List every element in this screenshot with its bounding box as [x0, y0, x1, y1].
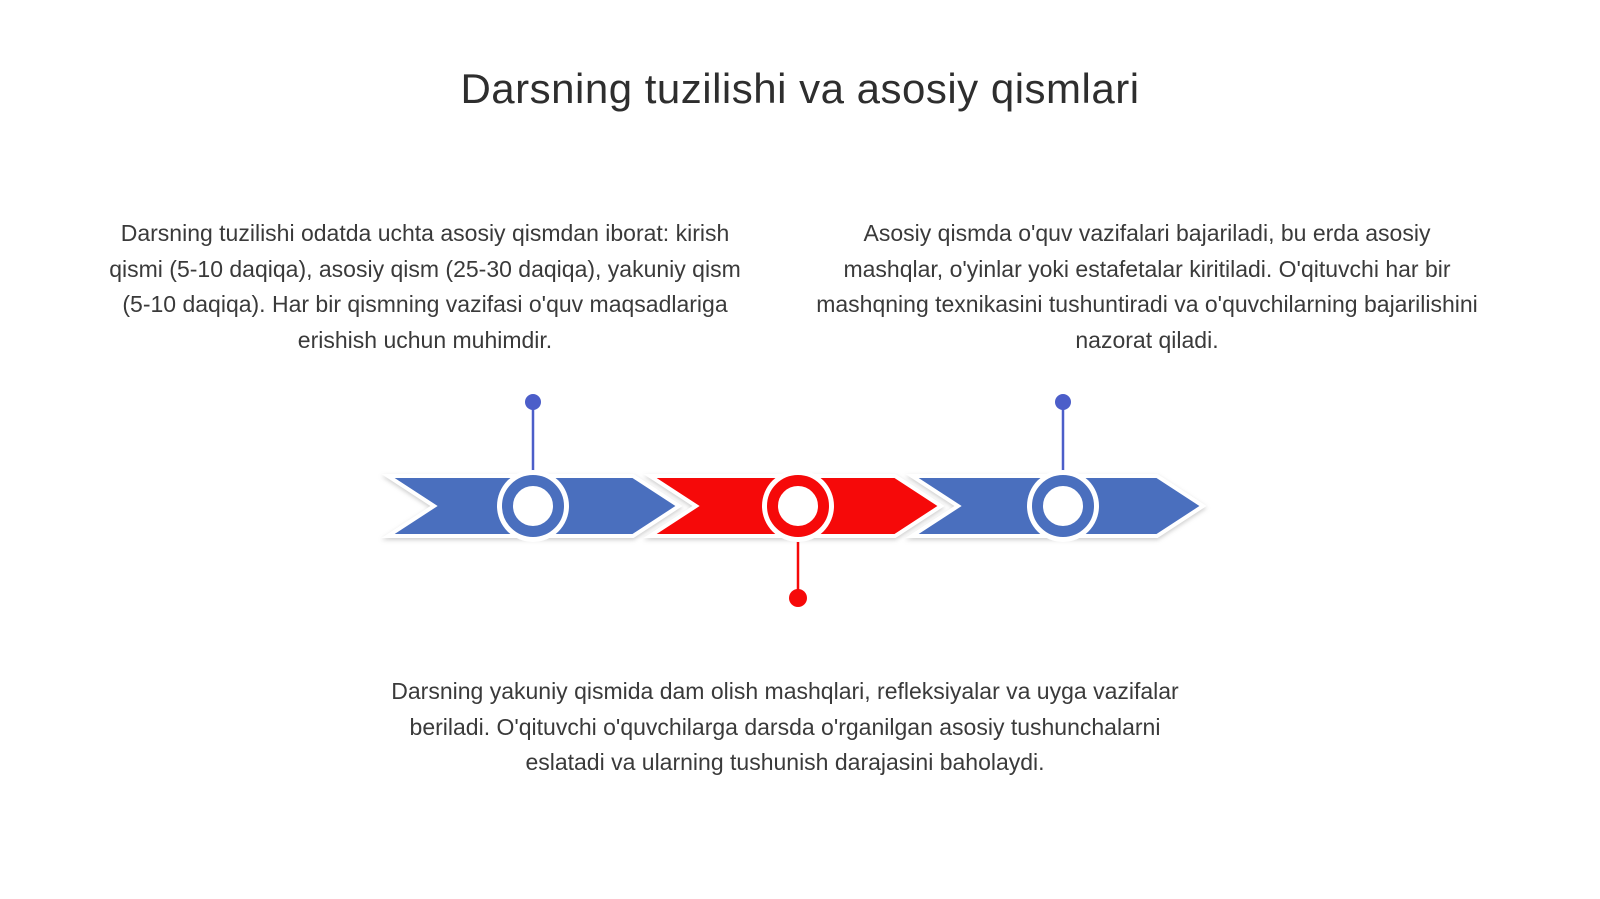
- callout-dot-step3: [1055, 394, 1071, 410]
- slide-title: Darsning tuzilishi va asosiy qismlari: [460, 65, 1140, 112]
- ring-marker-step1: [508, 481, 559, 532]
- paragraph-final: Darsning yakuniy qismida dam olish mashqlari, refleksiyalar va uyga vazifalar beriladi. O'qituvchi o'quvchilarga darsda o'rganilgan asosiy tushunchalarni eslatadi va ularning tushunish darajasini baholaydi.: [391, 678, 1179, 775]
- paragraph-main: Asosiy qismda o'quv vazifalari bajariladi, bu erda asosiy mashqlar, o'yinlar yoki estafetalar kiritiladi. O'qituvchi har bir mashqning texnikasini tushuntiradi va o'quvchilarning bajarilishini nazorat qiladi.: [816, 220, 1478, 353]
- callout-dot-step2: [789, 589, 807, 607]
- ring-marker-step2: [773, 481, 824, 532]
- callout-dot-step1: [525, 394, 541, 410]
- paragraph-intro: Darsning tuzilishi odatda uchta asosiy qismdan iborat: kirish qismi (5-10 daqiqa), asosiy qism (25-30 daqiqa), yakuniy qism (5-10 daqiqa). Har bir qismning vazifasi o'quv maqsadlariga erishish uchun muhimdir.: [109, 220, 741, 353]
- ring-marker-step3: [1038, 481, 1089, 532]
